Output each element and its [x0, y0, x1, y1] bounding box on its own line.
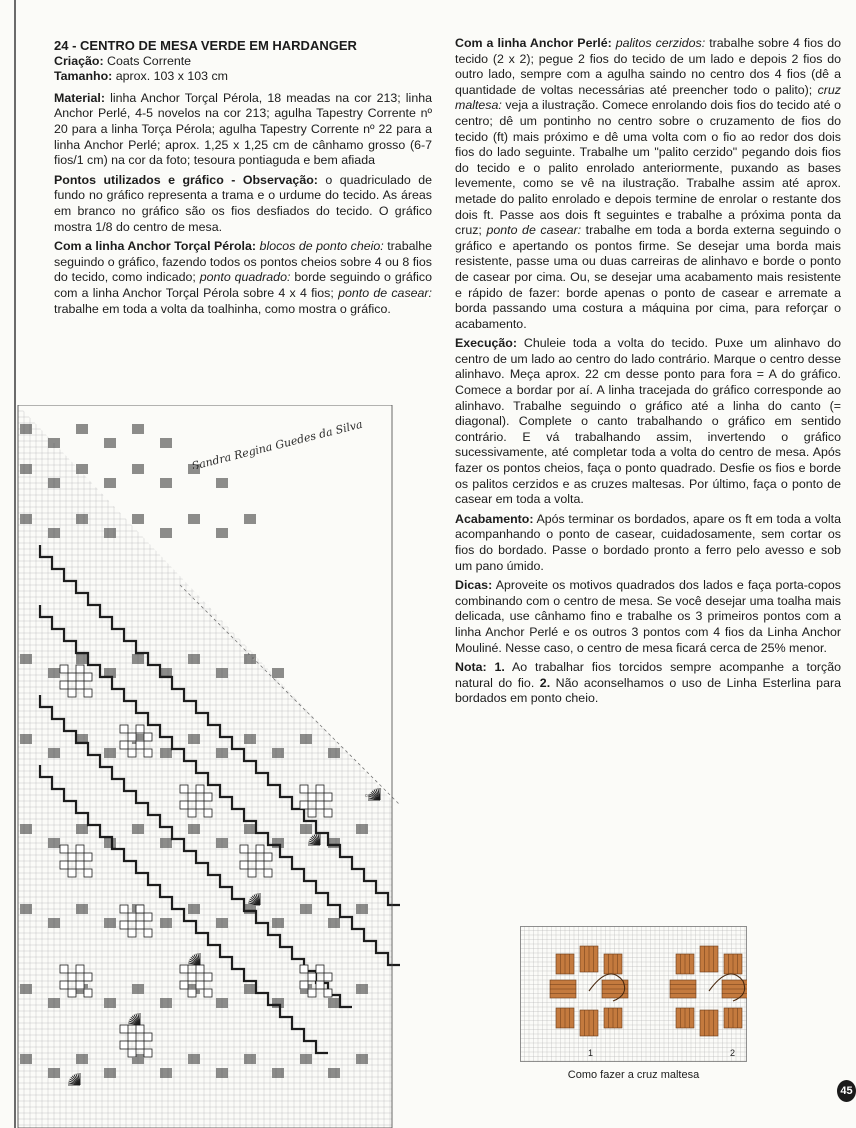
materials-text: linha Anchor Torçal Pérola, 18 meadas na cor 213; linha Anchor Perlé, 4-5 novelos na cor 213; agulha Tapestry Corrente nº 20 para a linha Torça Pérola; agulha Tapestry Corrente nº 22 para a linha Anchor Perlé; aprox. 1,25 x 1,25 cm de cânhamo grosso (6-7 fios/1 cm) na cor da foto; tesoura pontiaguda e bem afiada: [54, 90, 432, 168]
materials-label: Material:: [54, 90, 105, 105]
note-number-1: 1.: [494, 660, 505, 675]
creation-label: Criação:: [54, 53, 104, 68]
tips-text: Aproveite os motivos quadrados dos lados e faça porta-copos combinando com o centro de mesa. Se você desejar uma toalha mais delicada, use cânhamo fino e trabalhe os 3 primeiros pontos com a linha Anchor Perlé e os outros 3 pontos com 4 fios da Linha Anchor Mouliné. Nesse caso, o centro de mesa ficará cerca de 25% menor.: [455, 578, 841, 655]
perle-label: Com a linha Anchor Perlé:: [455, 36, 612, 50]
stitches-paragraph: [54, 173, 432, 235]
torcal-term-1: blocos de ponto cheio:: [259, 239, 384, 254]
finishing-text: Após terminar os bordados, apare os ft em toda a volta acompanhando o ponto de casear, cuidadosamente, sem cortar os fios do bordado. Passe o bordado pronto a ferro pelo avesso e sob um pano úmido.: [455, 511, 841, 573]
tips-paragraph: [455, 578, 841, 656]
note-label: Nota:: [455, 660, 487, 675]
perle-text-3: trabalhe em toda a borda externa seguindo o gráfico e apertando os pontos firme. Se desejar uma borda mais resistente, passe uma ou duas carreiras de alinhavo e borde o ponto de casear por cima. Ou, se desejar uma acabamento mais resistente e rápido de fazer: borde apenas o ponto de casear e arremate a borda passando uma costura a máquina por cima, para reforçar o acabamento.: [455, 223, 841, 331]
torcal-text-1: trabalhe seguindo o gráfico, fazendo todos os pontos cheios sobre 4 ou 8 fios do tecido, como indicado;: [54, 239, 433, 285]
note-text-2: Não aconselhamos o uso de Linha Esterlina para bordados em ponto cheio.: [455, 675, 841, 706]
size-label: Tamanho:: [54, 69, 113, 84]
stitches-text: o quadriculado de fundo no gráfico representa a trama e o urdume do tecido. As áreas em branco no gráfico são os fios desfiados do tecido. O gráfico mostra 1/8 do centro de mesa.: [54, 172, 432, 234]
torcal-paragraph: [54, 239, 432, 317]
perle-term-2: cruz maltesa:: [455, 82, 841, 113]
finishing-label: Acabamento:: [455, 511, 534, 526]
note-text-1: Ao trabalhar fios torcidos sempre acompanhe a torção natural do fio.: [455, 660, 841, 690]
note-paragraph: [455, 660, 841, 707]
size-value: aprox. 103 x 103 cm: [115, 69, 229, 84]
page-number: 45: [837, 1080, 856, 1102]
finishing-paragraph: [455, 512, 841, 574]
perle-text-1: trabalhe sobre 4 fios do tecido (2 x 2); pegue 2 fios do tecido de um lado e depois 2 fios do outro lado, sempre com a agulha saindo no centro dos 4 fios (dê a quantidade de voltas necessárias até preencher todo o palito);: [455, 36, 841, 97]
size-line: [54, 69, 432, 85]
materials-paragraph: [54, 91, 432, 169]
creation-line: [54, 54, 432, 70]
right-column: [455, 36, 841, 711]
maltese-cross-diagram: [520, 926, 747, 1062]
stitches-label: Pontos utilizados e gráfico - Observação:: [54, 172, 318, 187]
torcal-term-3: ponto de casear:: [338, 285, 432, 300]
execution-label: Execução:: [455, 336, 517, 351]
note-number-2: 2.: [539, 675, 551, 690]
tips-label: Dicas:: [455, 578, 493, 593]
perle-term-3: ponto de casear:: [486, 223, 582, 238]
designer-signature: Sandra Regina Guedes da Silva: [190, 417, 364, 473]
chart-center-label: centro: [365, 793, 379, 799]
torcal-text-3: trabalhe em toda a volta da toalhinha, como mostra o gráfico.: [54, 301, 391, 316]
perle-paragraph: [455, 36, 841, 332]
chart-buttonhole-fans: [68, 788, 380, 1085]
torcal-text-2: borde seguindo o gráfico com a linha Anchor Torçal Pérola sobre 4 x 4 fios;: [54, 270, 433, 300]
execution-text: Chuleie toda a volta do tecido. Puxe um alinhavo do centro de um lado ao centro do lado contrário. Marque o centro desse alinhavo. Meça aprox. 22 cm desse ponto para fora = A do gráfico. Comece a bordar por aí. A linha tracejada do gráfico corresponde ao alinhavo. Trabalhe seguindo o gráfico até a linha do canto (= diagonal). Complete o canto trabalhando o gráfico em sentido contrário. E vá trabalhando assim, invertendo o gráfico sucessivamente, até completar toda a volta do centro de mesa. Após fazer os pontos cheios, faça o ponto quadrado. Desfie os fios e borde os palitos cerzidos e as cruzes maltesas. Por último, faça o ponto de casear em toda a volta.: [455, 336, 841, 507]
maltese-cross-step-1: [550, 946, 628, 1036]
execution-paragraph: [455, 336, 841, 508]
perle-text-2: veja a ilustração. Comece enrolando dois fios do tecido até o centro; dê um pontinho no centro sobre o cruzamento de fios do tecido (ft) mais próximo e dê uma volta com o fio ao redor dos dois fios do lado seguinte. Trabalhe um "palito cerzido" pegando dois fios do tecido e o palito enrolado anteriormente, puxando as bases levemente, como se vê na ilustração. Trabalhe assim até aprox. metade do palito enrolado e depois termine de enrolar o restante dos dois ft. Passe aos dois ft seguintes e trabalhe a próxima ponta da cruz;: [455, 98, 841, 238]
perle-term-1: palitos cerzidos:: [615, 36, 706, 50]
diagram-step-1-label: 1: [588, 1048, 594, 1058]
diagram-step-2-label: 2: [730, 1048, 736, 1058]
diagram-caption: Como fazer a cruz maltesa: [567, 1069, 700, 1081]
torcal-label: Com a linha Anchor Torçal Pérola:: [54, 239, 257, 254]
torcal-term-2: ponto quadrado:: [199, 270, 291, 285]
maltese-cross-step-2: [670, 946, 747, 1036]
left-column: [54, 38, 432, 321]
creation-value: Coats Corrente: [107, 53, 192, 68]
pattern-title: 24 - CENTRO DE MESA VERDE EM HARDANGER: [54, 38, 357, 53]
hardanger-pattern-chart: [0, 405, 432, 1128]
